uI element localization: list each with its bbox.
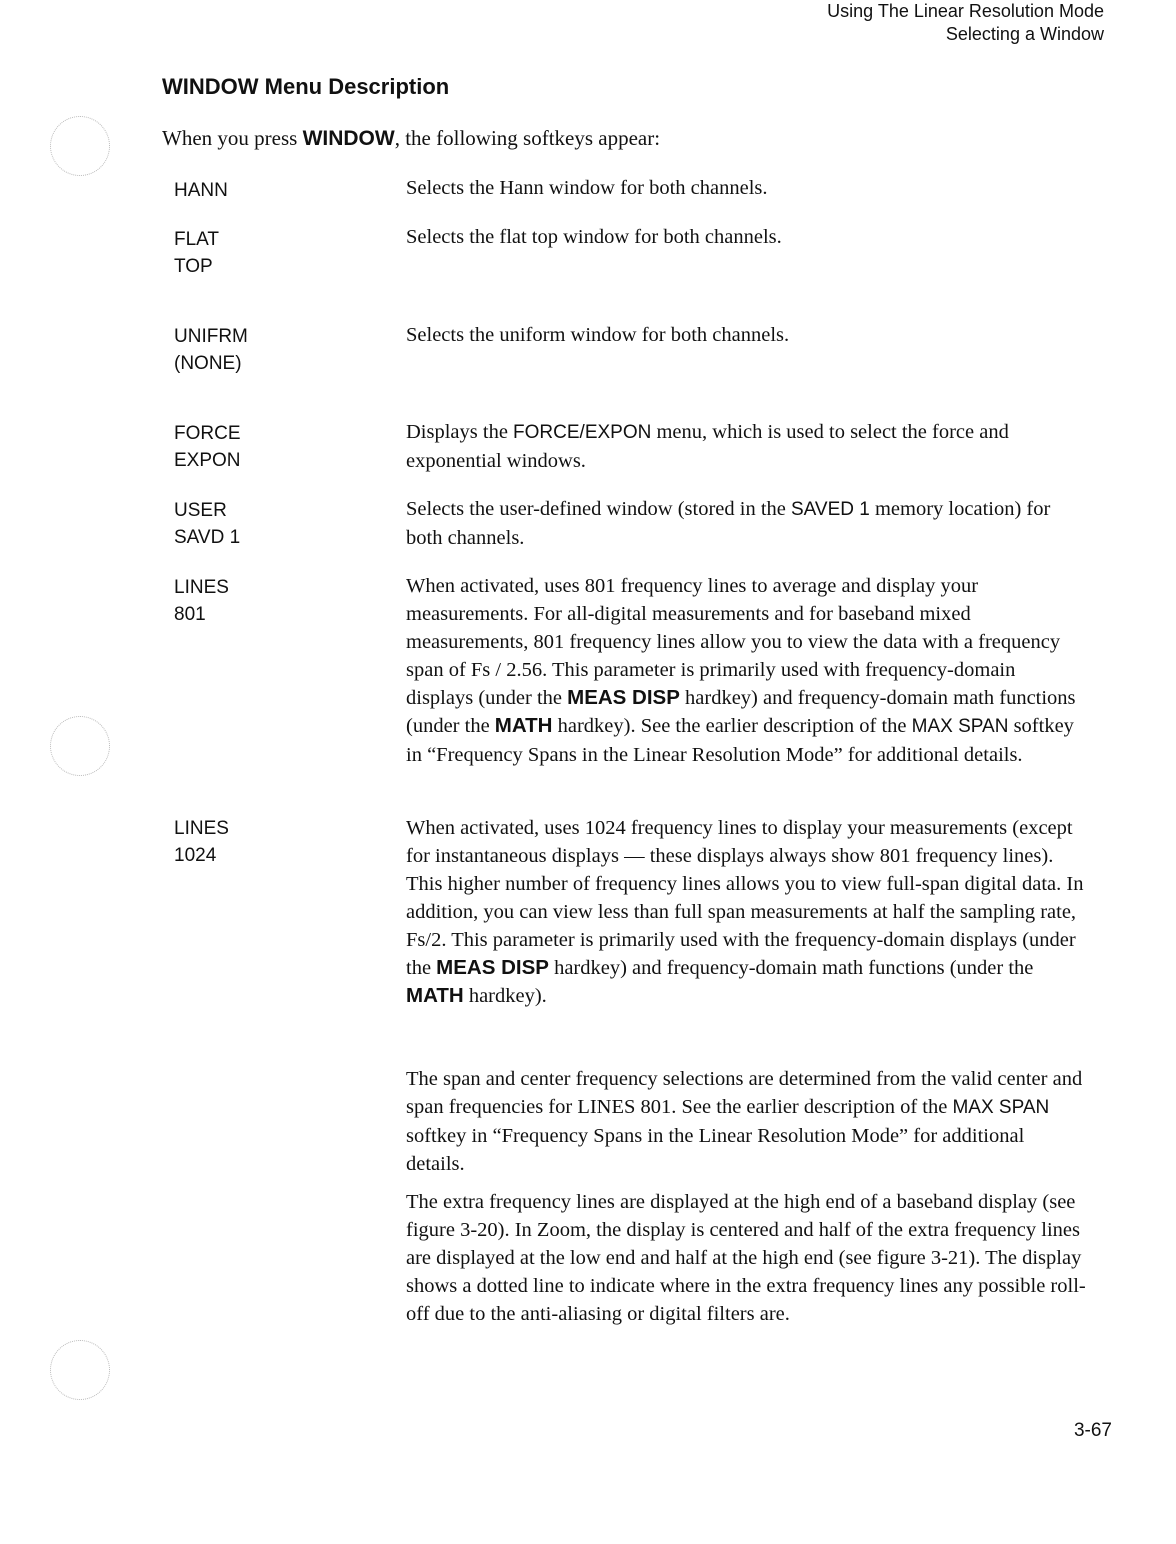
header-chapter: Using The Linear Resolution Mode xyxy=(827,1,1104,21)
binder-hole-top xyxy=(50,116,110,176)
desc-force-expon: Displays the FORCE/EXPON menu, which is used to select the force and exponential windows. xyxy=(406,421,1009,472)
window-hardkey: WINDOW xyxy=(302,127,395,150)
intro-paragraph: When you press WINDOW, the following softkeys appear: xyxy=(162,126,661,150)
page-number: 3-67 xyxy=(1073,1420,1112,1441)
softkey-uniform: UNIFRM (NONE) xyxy=(174,326,248,374)
binder-hole-middle xyxy=(50,716,110,776)
desc-hann: Selects the Hann window for both channels. xyxy=(406,177,768,199)
softkey-user-savd1: USER SAVD 1 xyxy=(174,500,241,548)
header-section: Selecting a Window xyxy=(945,24,1104,44)
binder-hole-bottom xyxy=(50,1340,110,1400)
desc-uniform: Selects the uniform window for both channels. xyxy=(406,324,790,346)
desc-user-savd1: Selects the user-defined window (stored in the SAVED 1 memory location) for both channels. xyxy=(406,498,1051,549)
softkey-force-expon: FORCE EXPON xyxy=(174,423,241,471)
softkey-lines-801: LINES 801 xyxy=(174,577,229,625)
softkey-lines-1024: LINES 1024 xyxy=(174,818,229,866)
softkey-hann: HANN xyxy=(174,180,228,201)
desc-lines-801: When activated, uses 801 frequency lines to average and display your measurements. For all-digital measurements and for baseband mixed measurements, 801 frequency lines allow you to view the data with a frequency span of Fs / 2.56. This parameter is primarily used with frequency-domain displays (under the MEAS DISP hardkey) and frequency-domain math functions (under the MATH hardkey). See the earlier description of the MAX SPAN softkey in “Frequency Spans in the Linear Resolution Mode” for additional details. xyxy=(406,575,1076,766)
section-title: WINDOW Menu Description xyxy=(162,74,450,99)
desc-flat-top: Selects the flat top window for both channels. xyxy=(406,226,782,248)
desc-lines-1024: When activated, uses 1024 frequency lines to display your measurements (except for instantaneous displays — these displays always show 801 frequency lines). This higher number of frequency lines allows you to view full-span digital data. In addition, you can view less than full span measurements at half the sampling rate, Fs/2. This parameter is primarily used with the frequency-domain displays (under the MEAS DISP hardkey) and frequency-domain math functions (under the MATH hardkey). xyxy=(406,817,1084,1007)
desc-lines-1024-span-note: The span and center frequency selections are determined from the valid center and span frequencies for LINES 801. See the earlier description of the MAX SPAN softkey in “Frequency Spans in the Linear Resolution Mode” for additional details. xyxy=(406,1068,1083,1175)
softkey-flat-top: FLAT TOP xyxy=(174,229,220,277)
running-header xyxy=(827,0,1104,46)
desc-lines-1024-extra-lines-note: The extra frequency lines are displayed at the high end of a baseband display (see figure 3-20). In Zoom, the display is centered and half of the extra frequency lines are displayed at the low end and half at the high end (see figure 3-21). The display shows a dotted line to indicate where in the extra frequency lines any possible roll-off due to the anti-aliasing or digital filters are. xyxy=(406,1191,1086,1325)
